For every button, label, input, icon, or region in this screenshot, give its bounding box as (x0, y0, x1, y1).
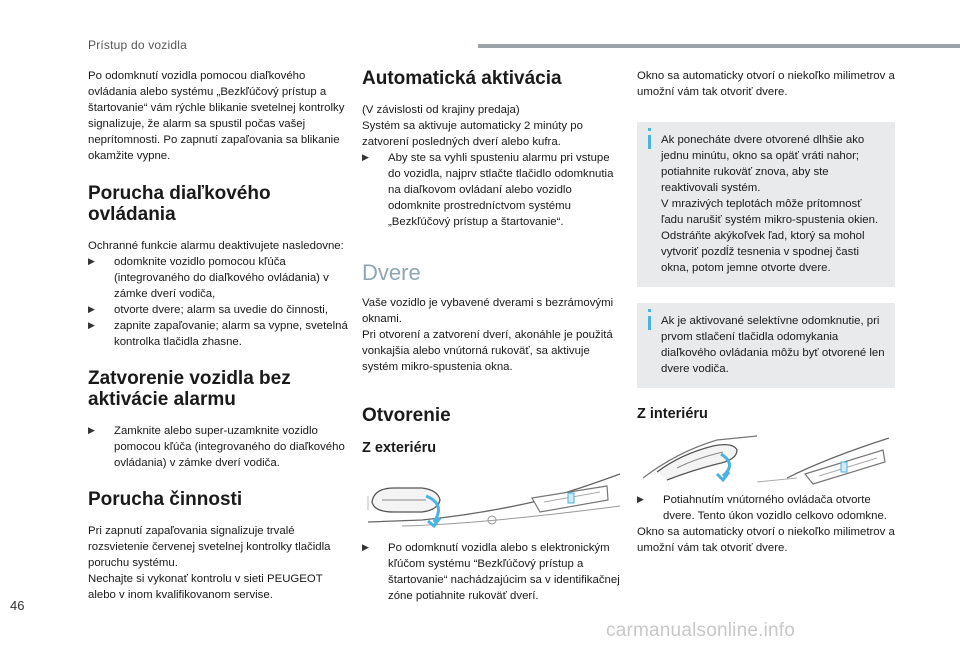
list-item: ▶ Zamknite alebo super-uzamknite vozidlo pomocou kľúča (integrovaného do diaľkového ovládania) v zámke dverí vodiča. (88, 425, 345, 469)
bullet-icon: ▶ (88, 305, 95, 315)
header-bar (478, 44, 960, 48)
heading-interior: Z interiéru (637, 406, 708, 422)
list-item: ▶ otvorte dvere; alarm sa uvedie do činnosti, (88, 304, 329, 316)
heading-remote-failure: Porucha diaľkového ovládania (88, 183, 271, 225)
info-icon-bar (648, 316, 651, 330)
intro-text: Po odomknutí vozidla pomocou diaľkového ovládania alebo systému „Bezkľúčový prístup a štartovanie“ vám rýchle blikanie svetelnej kontrolky signalizuje, že alarm sa spustil počas vašej neprítomnosti. Po zapnutí zapaľovania sa blikanie okamžite vypne. (88, 70, 345, 162)
doors-text: Vaše vozidlo je vybavené dverami s bezrámovými oknami. Pri otvorení a zatvorení dverí, akonáhle je použitá vonkajšia alebo vnútorná rukoväť, sa aktivuje systém mikro-spustenia okna. (362, 297, 614, 373)
heading-opening: Otvorenie (362, 405, 451, 426)
watermark: carmanualsonline.info (606, 620, 796, 641)
exterior-handle-illustration (362, 466, 624, 534)
list-item: ▶ odomknite vozidlo pomocou kľúča (integrovaného do diaľkového ovládania) v zámke dverí vodiča, (88, 256, 329, 300)
list-item: ▶ zapnite zapaľovanie; alarm sa vypne, svetelná kontrolka tlačidla zhasne. (88, 320, 348, 348)
interior-handle-image (637, 432, 895, 486)
bullet-icon: ▶ (362, 543, 369, 553)
heading-malfunction: Porucha činnosti (88, 489, 243, 510)
info-icon-bar (648, 135, 651, 149)
bullet-icon: ▶ (637, 495, 644, 505)
heading-auto-activation: Automatická aktivácia (362, 68, 562, 89)
column-1 (88, 68, 350, 603)
window-open-text: Okno sa automaticky otvorí o niekoľko milimetrov a umožní vám tak otvoriť dvere. (637, 70, 895, 98)
info-box-selective-unlock: Ak je aktivované selektívne odomknutie, pri prvom stlačení tlačidla odomykania diaľkového ovládania môžu byť otvorené len dvere vodiča. (637, 303, 895, 388)
list-item: ▶ Aby ste sa vyhli spusteniu alarmu pri vstupe do vozidla, najprv stlačte tlačidlo odomknutia na diaľkovom ovládaní alebo vozidlo odomknite prostredníctvom systému „Bezkľúčový prístup a štartovanie“. (362, 152, 614, 228)
heading-exterior: Z exteriéru (362, 440, 437, 456)
exterior-handle-image (362, 466, 624, 534)
column-3 (637, 68, 895, 556)
auto-activation-text: (V závislosti od krajiny predaja) Systém sa aktivuje automaticky 2 minúty po zatvorení posledných dverí alebo kufra. (362, 104, 583, 148)
interior-handle-illustration (637, 432, 895, 486)
bullet-icon: ▶ (88, 257, 95, 267)
list-item: ▶ Po odomknutí vozidla alebo s elektronickým kľúčom systému “Bezkľúčový prístup a štartovanie“ nachádzajúcim sa v identifikačnej zóne potiahnite rukoväť dverí. (362, 542, 620, 602)
list-item: ▶ Potiahnutím vnútorného ovládača otvorte dvere. Tento úkon vozidlo celkovo odomkne. (637, 494, 887, 522)
bullet-icon: ▶ (88, 321, 95, 331)
heading-doors: Dvere (362, 260, 421, 285)
column-2 (362, 68, 624, 604)
page-number: 46 (10, 598, 25, 613)
bullet-icon: ▶ (362, 153, 369, 163)
info-icon (648, 309, 651, 312)
info-box-door-open: Ak ponecháte dvere otvorené dlhšie ako jednu minútu, okno sa opäť vráti nahor; potiahnite rukoväť znova, aby ste reaktivovali systém. V mrazivých teplotách môže prítomnosť ľadu narušiť systém mikro-spustenia okien. Odstráňte akýkoľvek ľad, ktorý sa mohol vytvoriť pozdĺž tesnenia v spodnej časti okna, potom jemne otvorte dvere. (637, 122, 895, 287)
page-header-title: Prístup do vozidla (88, 38, 187, 52)
window-open-text-bottom: Okno sa automaticky otvorí o niekoľko milimetrov a umožní vám tak otvoriť dvere. (637, 526, 895, 554)
info-icon (648, 128, 651, 131)
heading-lock-no-alarm: Zatvorenie vozidla bez aktivácie alarmu (88, 368, 291, 410)
malfunction-text: Pri zapnutí zapaľovania signalizuje trvalé rozsvietenie červenej svetelnej kontrolky tlačidla poruchu systému. Nechajte si vykonať kontrolu v sieti PEUGEOT alebo v inom kvalifikovanom servise. (88, 525, 331, 601)
bullet-icon: ▶ (88, 426, 95, 436)
remote-failure-text: Ochranné funkcie alarmu deaktivujete nasledovne: (88, 240, 344, 252)
